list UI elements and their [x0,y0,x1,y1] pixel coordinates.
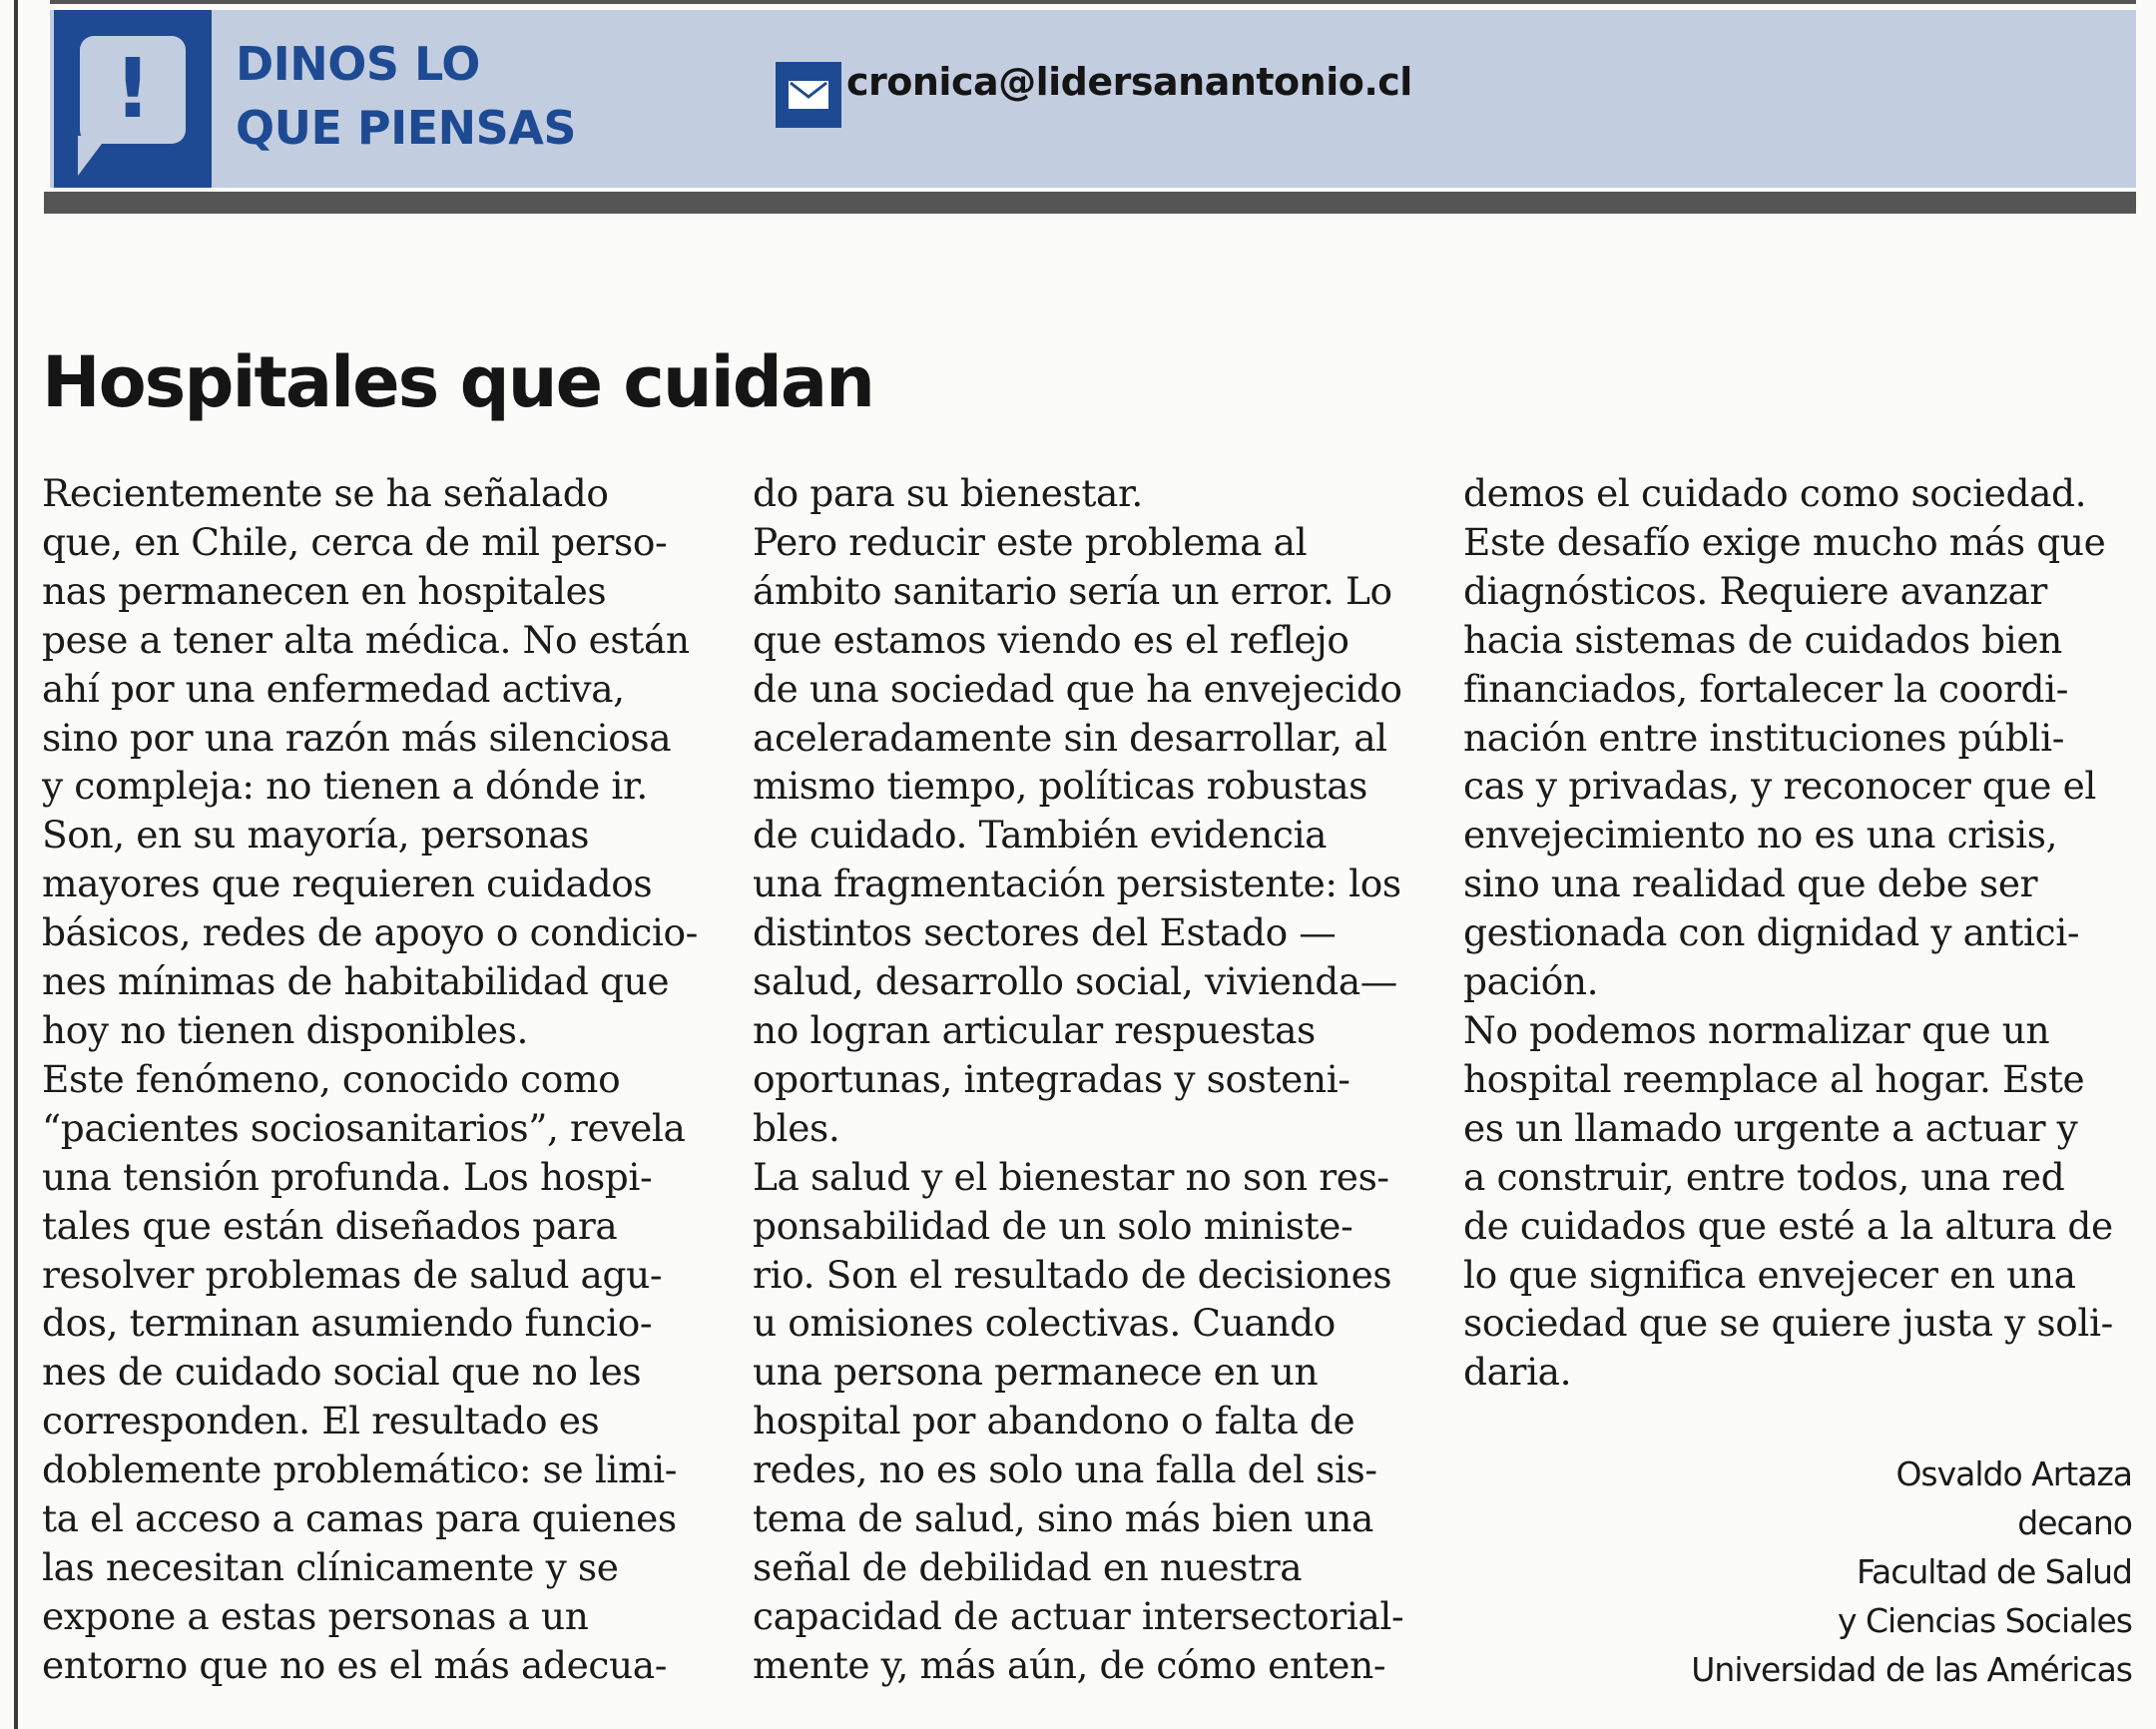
banner-bottom-bar [44,192,2136,214]
article-column-2 [753,469,1431,1690]
article-text-line: redes, no es solo una falla del sis- [753,1447,1377,1492]
exclamation-glyph: ! [114,42,152,137]
article-text-line: entorno que no es el más adecua- [42,1642,667,1687]
top-rule [50,0,2136,4]
article-column-1 [42,469,721,1690]
author-affiliation-line: decano [2017,1503,2132,1542]
banner-title-line-2: QUE PIENSAS [236,101,577,155]
article-text-line: Pero reducir este problema al [753,519,1308,564]
article-text-line: financiados, fortalecer la coordi- [1463,666,2069,711]
article-text-line: “pacientes sociosanitarios”, revela [42,1105,686,1150]
column-rule [14,0,18,1729]
article-text-line: no logran articular respuestas [753,1007,1316,1052]
article-text-line: es un llamado urgente a actuar y [1463,1105,2078,1150]
article-text-line: aceleradamente sin desarrollar, al [753,715,1387,760]
article-text-line: corresponden. El resultado es [42,1399,600,1443]
article-text-line: y compleja: no tienen a dónde ir. [42,764,648,809]
article-text-line: salud, desarrollo social, vivienda— [753,959,1397,1004]
article-text-line: ámbito sanitario sería un error. Lo [753,568,1392,613]
article-text-line: una tensión profunda. Los hospi- [42,1154,653,1199]
article-text-line: una fragmentación persistente: los [753,862,1401,906]
article-text-line: nes mínimas de habitabilidad que [42,959,670,1004]
article-text-line: las necesitan clínicamente y se [42,1544,619,1589]
article-text-line: rio. Son el resultado de decisiones [753,1252,1392,1297]
article-text-line: dos, terminan asumiendo funcio- [42,1301,653,1346]
article-text-line: mente y, más aún, de cómo enten- [753,1642,1386,1687]
article-text-line: demos el cuidado como sociedad. [1463,471,2087,515]
article-text-line: distintos sectores del Estado — [753,910,1337,955]
article-text-line: hoy no tienen disponibles. [42,1007,529,1052]
article-text-line: Son, en su mayoría, personas [42,813,590,858]
article-text-line: Este desafío exige mucho más que [1463,519,2106,564]
article-text-line: No podemos normalizar que un [1463,1007,2050,1052]
article-text-line: de una sociedad que ha envejecido [753,666,1402,711]
article-text-line: señal de debilidad en nuestra [753,1544,1303,1589]
article-text-line: que, en Chile, cerca de mil perso- [42,519,668,564]
article-text-line: que estamos viendo es el reflejo [753,617,1349,662]
article-text-line: nes de cuidado social que no les [42,1350,642,1395]
article-text-line: oportunas, integradas y sosteni- [753,1056,1350,1101]
article-text-line: ta el acceso a camas para quienes [42,1496,677,1541]
article-text-line: pese a tener alta médica. No están [42,617,690,662]
author-affiliation-line: Universidad de las Américas [1691,1650,2132,1689]
article-text-line: tales que están diseñados para [42,1203,618,1248]
article-text-line: expone a estas personas a un [42,1593,589,1638]
article-text-line: mayores que requieren cuidados [42,862,653,906]
article-text-line: tema de salud, sino más bien una [753,1496,1373,1541]
article-text-line: cas y privadas, y reconocer que el [1463,764,2096,809]
article-text-line: sino por una razón más silenciosa [42,715,672,760]
article-text-line: pación. [1463,959,1599,1004]
article-text-line: nación entre instituciones públi- [1463,715,2064,760]
article-text-line: de cuidados que esté a la altura de [1463,1203,2113,1248]
article-text-line: sino una realidad que debe ser [1463,862,2038,906]
article-text-line: daria. [1463,1350,1572,1395]
article-text-line: Este fenómeno, conocido como [42,1056,621,1101]
article-text-line: mismo tiempo, políticas robustas [753,764,1368,809]
article-text-line: La salud y el bienestar no son res- [753,1154,1389,1199]
article-text-line: capacidad de actuar intersectorial- [753,1593,1404,1638]
article-text-line: ponsabilidad de un solo ministe- [753,1203,1353,1248]
banner-title [236,32,576,160]
article-headline: Hospitales que cuidan [42,341,873,423]
envelope-icon [776,62,841,128]
article-text-line: hospital por abandono o falta de [753,1399,1355,1443]
banner-title-line-1: DINOS LO [236,37,480,91]
article-text-line: sociedad que se quiere justa y soli- [1463,1301,2113,1346]
exclamation-speech-bubble-icon [80,36,186,144]
article-text-line: resolver problemas de salud agu- [42,1252,663,1297]
article-text-line: gestionada con dignidad y antici- [1463,910,2080,955]
article-text-line: diagnósticos. Requiere avanzar [1463,568,2047,613]
author-affiliation-line: y Ciencias Sociales [1838,1601,2132,1640]
article-text-line: envejecimiento no es una crisis, [1463,813,2058,858]
article-text-line: de cuidado. También evidencia [753,813,1328,858]
article-text-line: una persona permanece en un [753,1350,1319,1395]
article-text-line: u omisiones colectivas. Cuando [753,1301,1336,1346]
article-text-line: bles. [753,1105,840,1150]
article-text-line: Recientemente se ha señalado [42,471,609,515]
article-text-line: ahí por una enfermedad activa, [42,666,625,711]
article-text-line: hospital reemplace al hogar. Este [1463,1056,2085,1101]
author-affiliation-line: Facultad de Salud [1857,1552,2132,1591]
article-text-line: hacia sistemas de cuidados bien [1463,617,2062,662]
article-column-3 [1463,469,2142,1397]
article-text-line: básicos, redes de apoyo o condicio- [42,910,698,955]
article-text-line: do para su bienestar. [753,471,1143,515]
contact-email-link[interactable]: cronica@lidersanantonio.cl [846,60,1412,104]
article-text-line: a construir, entre todos, una red [1463,1154,2065,1199]
author-name: Osvaldo Artaza [1895,1454,2132,1493]
article-text-line: lo que significa envejecer en una [1463,1252,2076,1297]
article-text-line: nas permanecen en hospitales [42,568,607,613]
opinion-banner [50,10,2136,188]
speech-bubble-tail [78,136,108,176]
article-text-line: doblemente problemático: se limi- [42,1447,678,1492]
author-signature [1691,1449,2132,1694]
banner-icon-box [54,10,212,188]
